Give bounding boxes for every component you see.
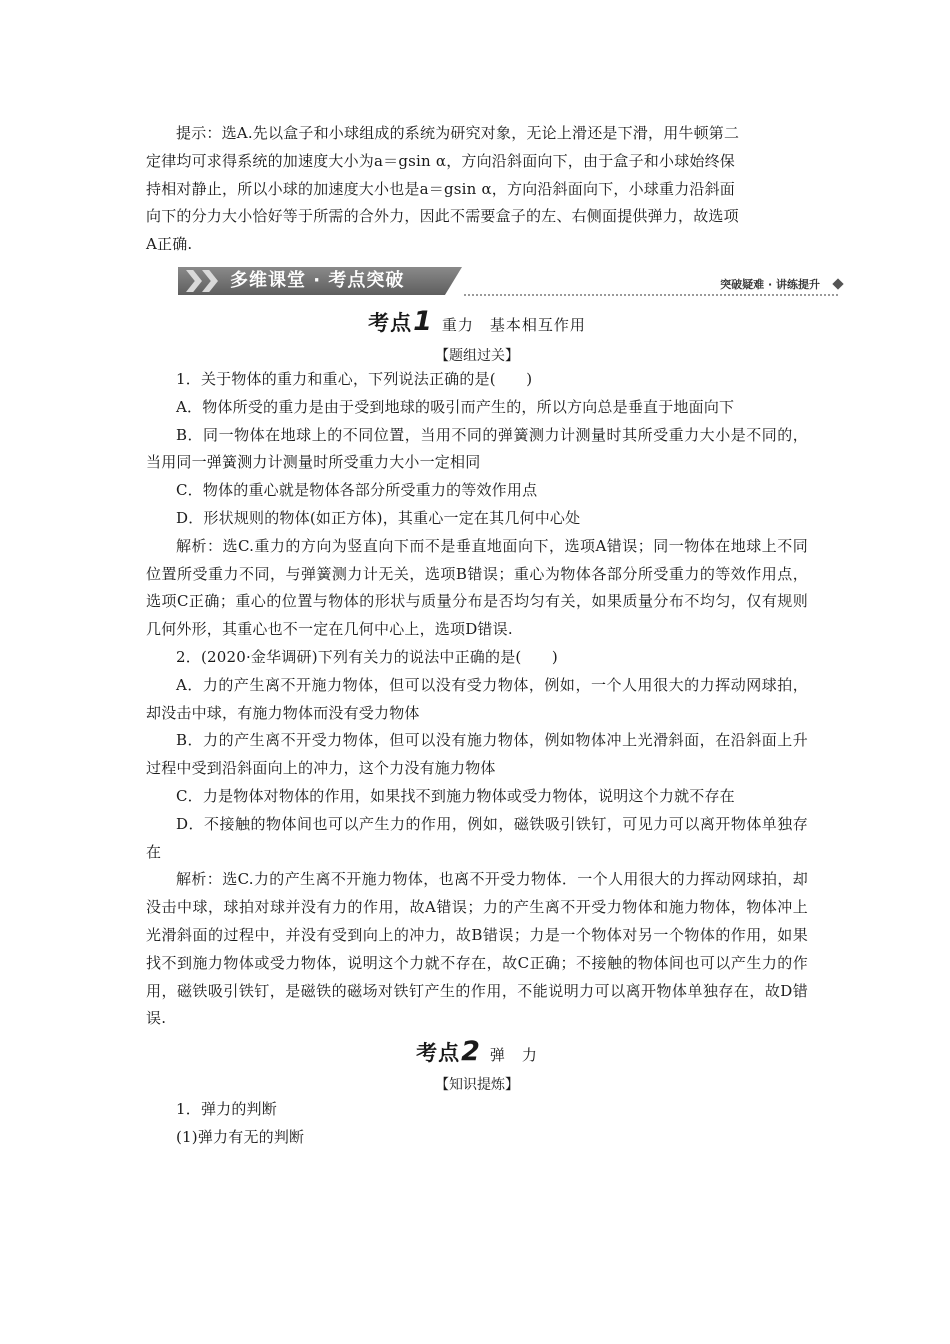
item-1: 1．弹力的判断 (176, 1100, 277, 1118)
section-2-tag: 【知识提炼】 (435, 1077, 519, 1093)
hint-line-4: 向下的分力大小恰好等于所需的合外力，因此不需要盒子的左、右侧面提供弹力，故选项 (146, 207, 739, 226)
section-label: 考点 (368, 311, 413, 335)
hint-line-1: 提示：选A.先以盒子和小球组成的系统为研究对象，无论上滑还是下滑，用牛顿第二 (176, 124, 740, 142)
banner-right-text: 突破疑难 · 讲练提升 (720, 278, 820, 291)
banner-dotted-rule (464, 294, 838, 296)
option-d: D．不接触的物体间也可以产生力的作用，例如，磁铁吸引铁钉，可见力可以离开物体单独存在 (146, 814, 808, 861)
option-c: C．力是物体对物体的作用，如果找不到施力物体或受力物体，说明这个力就不存在 (176, 786, 735, 805)
section-title: 弹 力 (489, 1046, 538, 1064)
option-d: D．形状规则的物体(如正方体)，其重心一定在其几何中心处 (176, 508, 581, 527)
option-a: A．力的产生离不开施力物体，但可以没有受力物体，例如，一个人用很大的力挥动网球拍，却没击中球，有施力物体而没有受力物体 (146, 675, 808, 722)
option-c: C．物体的重心就是物体各部分所受重力的等效作用点 (176, 481, 538, 500)
option-b: B．力的产生离不开受力物体，但可以没有施力物体，例如物体冲上光滑斜面，在沿斜面上升过程中受到沿斜面向上的冲力，这个力没有施力物体 (146, 731, 808, 778)
section-1-tag: 【题组过关】 (435, 348, 519, 364)
section-2-heading (146, 1036, 808, 1067)
section-1-heading (146, 306, 808, 337)
section-number: 1 (413, 306, 432, 337)
section-title: 重力 基本相互作用 (441, 316, 586, 334)
section-number: 2 (461, 1036, 480, 1067)
hint-line-3: 持相对静止，所以小球的加速度大小也是a＝gsin α，方向沿斜面向下，小球重力沿斜面 (146, 179, 736, 198)
question-stem: 2．(2020·金华调研)下列有关力的说法中正确的是( ) (176, 648, 558, 666)
banner-title: 多维课堂 · 考点突破 (230, 270, 405, 291)
question-stem: 1．关于物体的重力和重心，下列说法正确的是( ) (176, 370, 533, 388)
hint-line-5: A正确. (146, 235, 193, 254)
section-2-content (146, 1096, 808, 1152)
option-a: A．物体所受的重力是由于受到地球的吸引而产生的，所以方向总是垂直于地面向下 (176, 397, 735, 416)
question-2 (146, 644, 808, 1033)
section-banner (178, 264, 846, 300)
diamond-icon (832, 278, 843, 289)
section-label: 考点 (416, 1041, 461, 1065)
analysis: 解析：选C.重力的方向为竖直向下而不是垂直地面向下，选项A错误；同一物体在地球上不同位置所受重力不同，与弹簧测力计无关，选项B错误；重心为物体各部分所受重力的等效作用点，选项C正确；重心的位置与物体的形状与质量分布是否均匀有关，如果质量分布不均匀，仅有规则几何外形，其重心也不一定在几何中心上，选项D错误. (146, 536, 808, 639)
hint-line-2: 定律均可求得系统的加速度大小为a＝gsin α，方向沿斜面向下，由于盒子和小球始终保 (146, 151, 736, 170)
option-b: B．同一物体在地球上的不同位置，当用不同的弹簧测力计测量时其所受重力大小是不同的，当用同一弹簧测力计测量时所受重力大小一定相同 (146, 425, 808, 472)
question-1 (146, 366, 808, 644)
analysis: 解析：选C.力的产生离不开施力物体，也离不开受力物体．一个人用很大的力挥动网球拍，却没击中球，球拍对球并没有力的作用，故A错误；力的产生离不开受力物体和施力物体，物体冲上光滑斜面的过程中，并没有受到向上的冲力，故B错误；力是一个物体对另一个物体的作用，如果找不到施力物体或受力物体，说明这个力就不存在，故C正确；不接触的物体间也可以产生力的作用，磁铁吸引铁钉，是磁铁的磁场对铁钉产生的作用，不能说明力可以离开物体单独存在，故D错误. (146, 870, 808, 1028)
hint-paragraph (146, 120, 808, 259)
item-2: (1)弹力有无的判断 (176, 1127, 305, 1146)
